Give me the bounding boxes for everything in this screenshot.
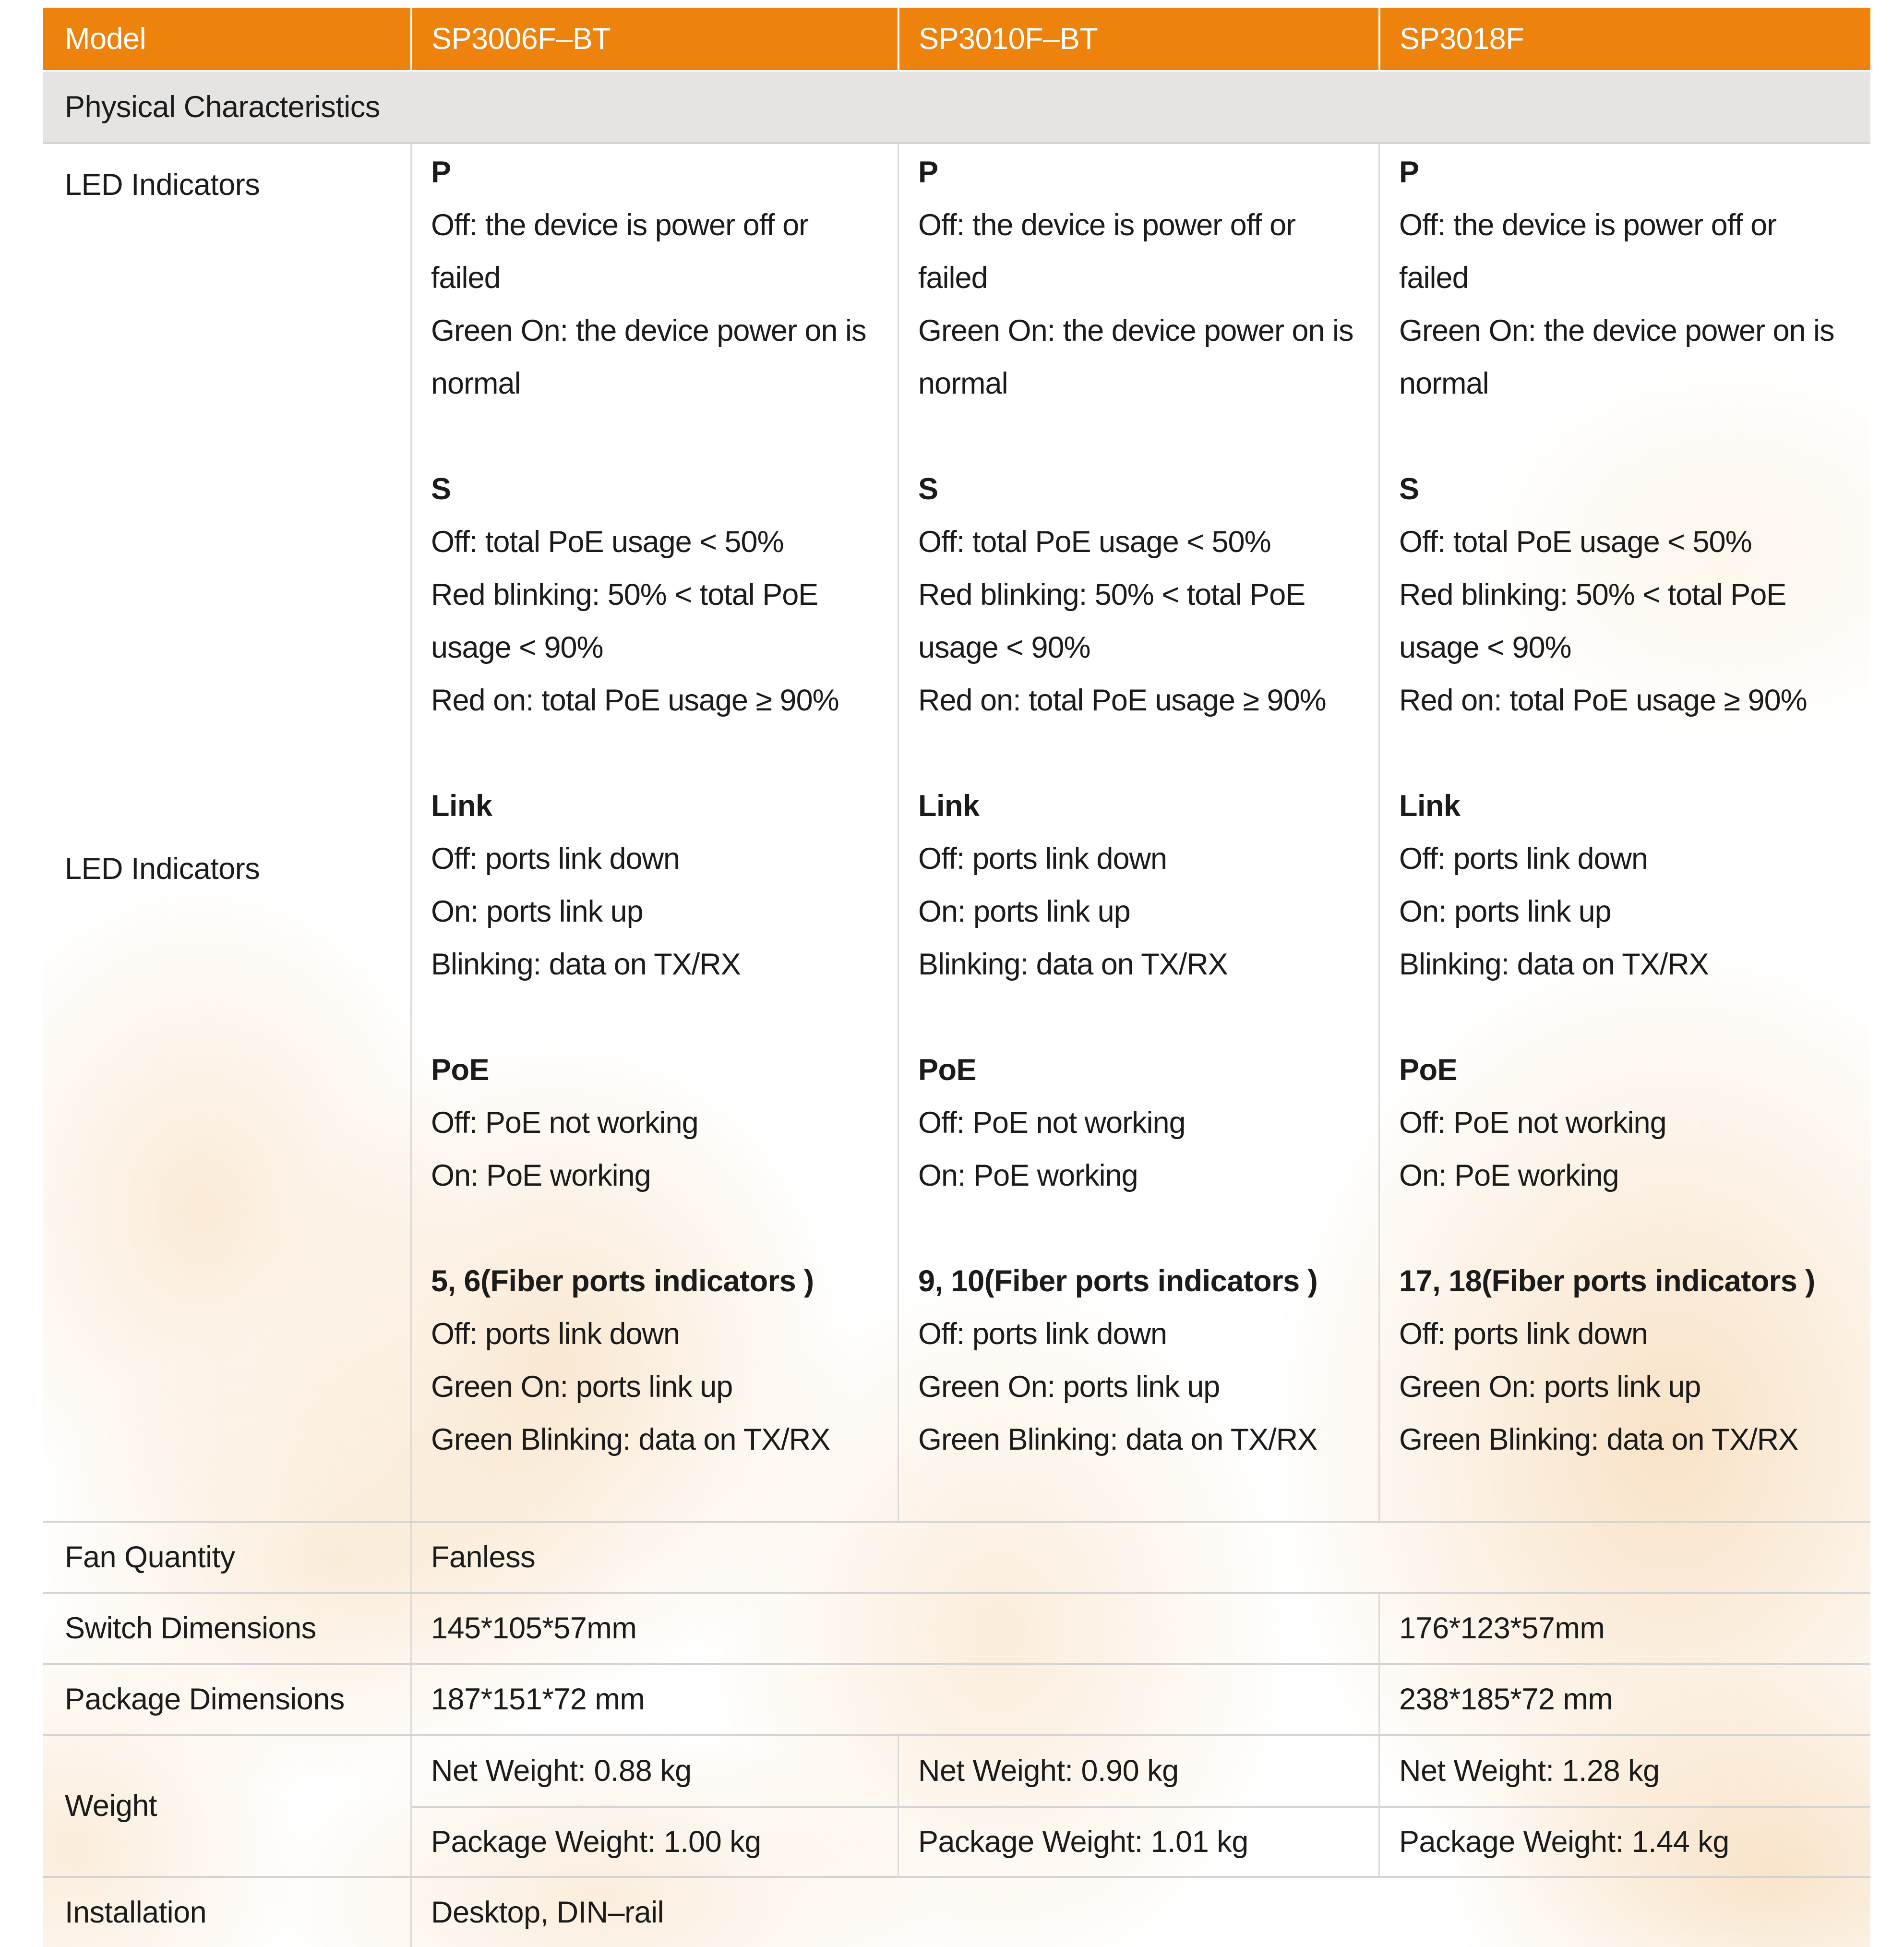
led-section-line: usage < 90% <box>918 631 1090 664</box>
led-section-line: Off: ports link down <box>431 842 680 876</box>
led-section-heading: S <box>1399 472 1419 506</box>
led-section-heading: S <box>431 472 451 506</box>
led-cell-sp3018f <box>1378 144 1870 1521</box>
package-weight-sp3010f-bt: Package Weight: 1.01 kg <box>899 1806 1378 1876</box>
net-weight-sp3006f-bt: Net Weight: 0.88 kg <box>431 1754 692 1788</box>
led-section-line: Green On: ports link up <box>431 1370 733 1404</box>
fan-quantity-row <box>43 1521 1870 1592</box>
led-section-line: Green On: the device power on is <box>1399 314 1834 348</box>
header-cell-sp3010f-bt: SP3010F–BT <box>898 8 1378 70</box>
led-indicators-label-repeat: LED Indicators <box>65 852 260 886</box>
led-section-line: On: ports link up <box>1399 895 1611 928</box>
switch-dimensions-value-sp3018f: 176*123*57mm <box>1378 1594 1870 1663</box>
led-section-line: Off: ports link down <box>918 842 1167 876</box>
led-indicators-label: LED Indicators <box>65 168 260 202</box>
led-section-line: Green On: ports link up <box>1399 1370 1701 1404</box>
led-section-heading: P <box>1399 156 1419 189</box>
weight-label: Weight <box>65 1789 157 1823</box>
led-section-heading: 5, 6(Fiber ports indicators ) <box>431 1264 814 1298</box>
weight-col-sp3010f-bt <box>898 1736 1378 1876</box>
led-indicators-row <box>43 142 1870 1521</box>
package-dimensions-value-sp3018f: 238*185*72 mm <box>1378 1665 1870 1734</box>
led-indicators-label-cell <box>43 144 410 1521</box>
package-dimensions-value-sp3006f-sp3010f: 187*151*72 mm <box>410 1665 1378 1734</box>
led-section-line: Green On: the device power on is <box>431 314 866 348</box>
led-section-line: Off: ports link down <box>1399 842 1648 876</box>
installation-row <box>43 1876 1870 1947</box>
led-section-line: Off: total PoE usage < 50% <box>1399 525 1752 559</box>
led-section-line: Off: ports link down <box>918 1317 1167 1351</box>
led-section-line: failed <box>431 261 501 295</box>
led-section-heading: P <box>431 156 451 189</box>
led-section-heading: 9, 10(Fiber ports indicators ) <box>918 1264 1318 1298</box>
header-cell-sp3018f: SP3018F <box>1378 8 1870 70</box>
led-section-gap <box>918 410 1374 463</box>
header-cell-model: Model <box>65 22 146 56</box>
led-section-line: Off: PoE not working <box>1399 1106 1666 1140</box>
led-section-line: usage < 90% <box>431 631 603 664</box>
led-section-line: Red on: total PoE usage ≥ 90% <box>1399 684 1807 717</box>
installation-value: Desktop, DIN–rail <box>410 1878 1870 1947</box>
led-section-line: Green Blinking: data on TX/RX <box>431 1423 830 1456</box>
led-section-gap <box>1399 727 1866 780</box>
led-section-line: Off: the device is power off or <box>918 208 1296 242</box>
switch-dimensions-value-sp3006f-sp3010f: 145*105*57mm <box>410 1594 1378 1663</box>
section-title: Physical Characteristics <box>65 90 380 124</box>
led-section-line: On: PoE working <box>918 1159 1138 1192</box>
led-section-line: Off: total PoE usage < 50% <box>918 525 1271 559</box>
led-section-heading: Link <box>431 789 492 823</box>
header-cell-sp3006f-bt: SP3006F–BT <box>410 8 898 70</box>
led-section-line: failed <box>1399 261 1469 295</box>
package-weight-sp3006f-bt: Package Weight: 1.00 kg <box>412 1806 898 1876</box>
led-section-gap <box>918 1202 1374 1255</box>
led-section-gap <box>431 727 893 780</box>
led-section-line: normal <box>1399 367 1489 400</box>
led-section-line: Off: the device is power off or <box>431 208 809 242</box>
spec-table <box>43 8 1870 1947</box>
installation-label: Installation <box>65 1896 207 1929</box>
led-section-heading: 17, 18(Fiber ports indicators ) <box>1399 1264 1815 1298</box>
weight-col-sp3018f <box>1378 1736 1870 1876</box>
led-section-line: On: ports link up <box>918 895 1130 928</box>
led-section-line: On: PoE working <box>1399 1159 1619 1192</box>
weight-col-sp3006f-bt <box>410 1736 898 1876</box>
led-section-line: Off: ports link down <box>431 1317 680 1351</box>
led-section-line: Red on: total PoE usage ≥ 90% <box>431 684 839 717</box>
led-section-line: normal <box>918 367 1008 400</box>
led-section-line: Green Blinking: data on TX/RX <box>918 1423 1317 1456</box>
led-section-line: normal <box>431 367 521 400</box>
fan-quantity-value: Fanless <box>410 1523 1870 1592</box>
section-row-physical-characteristics <box>43 70 1870 142</box>
package-dimensions-row <box>43 1663 1870 1734</box>
led-section-line: Red blinking: 50% < total PoE <box>431 578 818 612</box>
led-section-heading: S <box>918 472 938 506</box>
led-section-line: Green On: ports link up <box>918 1370 1220 1404</box>
package-dimensions-label: Package Dimensions <box>65 1683 345 1716</box>
led-section-gap <box>1399 1202 1866 1255</box>
package-weight-sp3018f: Package Weight: 1.44 kg <box>1380 1806 1870 1876</box>
fan-quantity-label: Fan Quantity <box>65 1540 235 1574</box>
led-section-line: Red blinking: 50% < total PoE <box>918 578 1305 612</box>
led-section-line: On: PoE working <box>431 1159 651 1192</box>
led-section-heading: PoE <box>431 1053 490 1087</box>
led-section-line: usage < 90% <box>1399 631 1571 664</box>
table-header-row <box>43 8 1870 70</box>
led-section-line: Off: PoE not working <box>918 1106 1186 1140</box>
led-section-gap <box>431 1202 893 1255</box>
led-section-line: failed <box>918 261 988 295</box>
switch-dimensions-label: Switch Dimensions <box>65 1611 316 1645</box>
led-section-line: Red on: total PoE usage ≥ 90% <box>918 684 1326 717</box>
led-section-heading: Link <box>1399 789 1461 823</box>
led-section-line: Blinking: data on TX/RX <box>918 948 1228 981</box>
led-section-heading: PoE <box>1399 1053 1458 1087</box>
led-section-line: Green On: the device power on is <box>918 314 1353 348</box>
led-section-gap <box>431 410 893 463</box>
led-section-gap <box>918 991 1374 1044</box>
led-cell-sp3006f-bt <box>410 144 898 1521</box>
led-section-heading: PoE <box>918 1053 977 1087</box>
led-section-line: Off: ports link down <box>1399 1317 1648 1351</box>
led-section-gap <box>1399 991 1866 1044</box>
led-section-line: Off: total PoE usage < 50% <box>431 525 784 559</box>
led-section-heading: P <box>918 156 938 189</box>
led-section-line: Blinking: data on TX/RX <box>1399 948 1709 981</box>
led-section-line: Off: the device is power off or <box>1399 208 1777 242</box>
led-section-line: On: ports link up <box>431 895 643 928</box>
led-section-heading: Link <box>918 789 980 823</box>
weight-row <box>43 1734 1870 1876</box>
switch-dimensions-row <box>43 1592 1870 1663</box>
led-cell-sp3010f-bt <box>898 144 1378 1521</box>
led-section-line: Blinking: data on TX/RX <box>431 948 741 981</box>
led-section-gap <box>918 727 1374 780</box>
net-weight-sp3018f: Net Weight: 1.28 kg <box>1399 1754 1660 1788</box>
led-section-gap <box>431 991 893 1044</box>
net-weight-sp3010f-bt: Net Weight: 0.90 kg <box>918 1754 1179 1788</box>
led-section-gap <box>1399 410 1866 463</box>
led-section-line: Red blinking: 50% < total PoE <box>1399 578 1786 612</box>
led-section-line: Off: PoE not working <box>431 1106 698 1140</box>
led-section-line: Green Blinking: data on TX/RX <box>1399 1423 1798 1456</box>
